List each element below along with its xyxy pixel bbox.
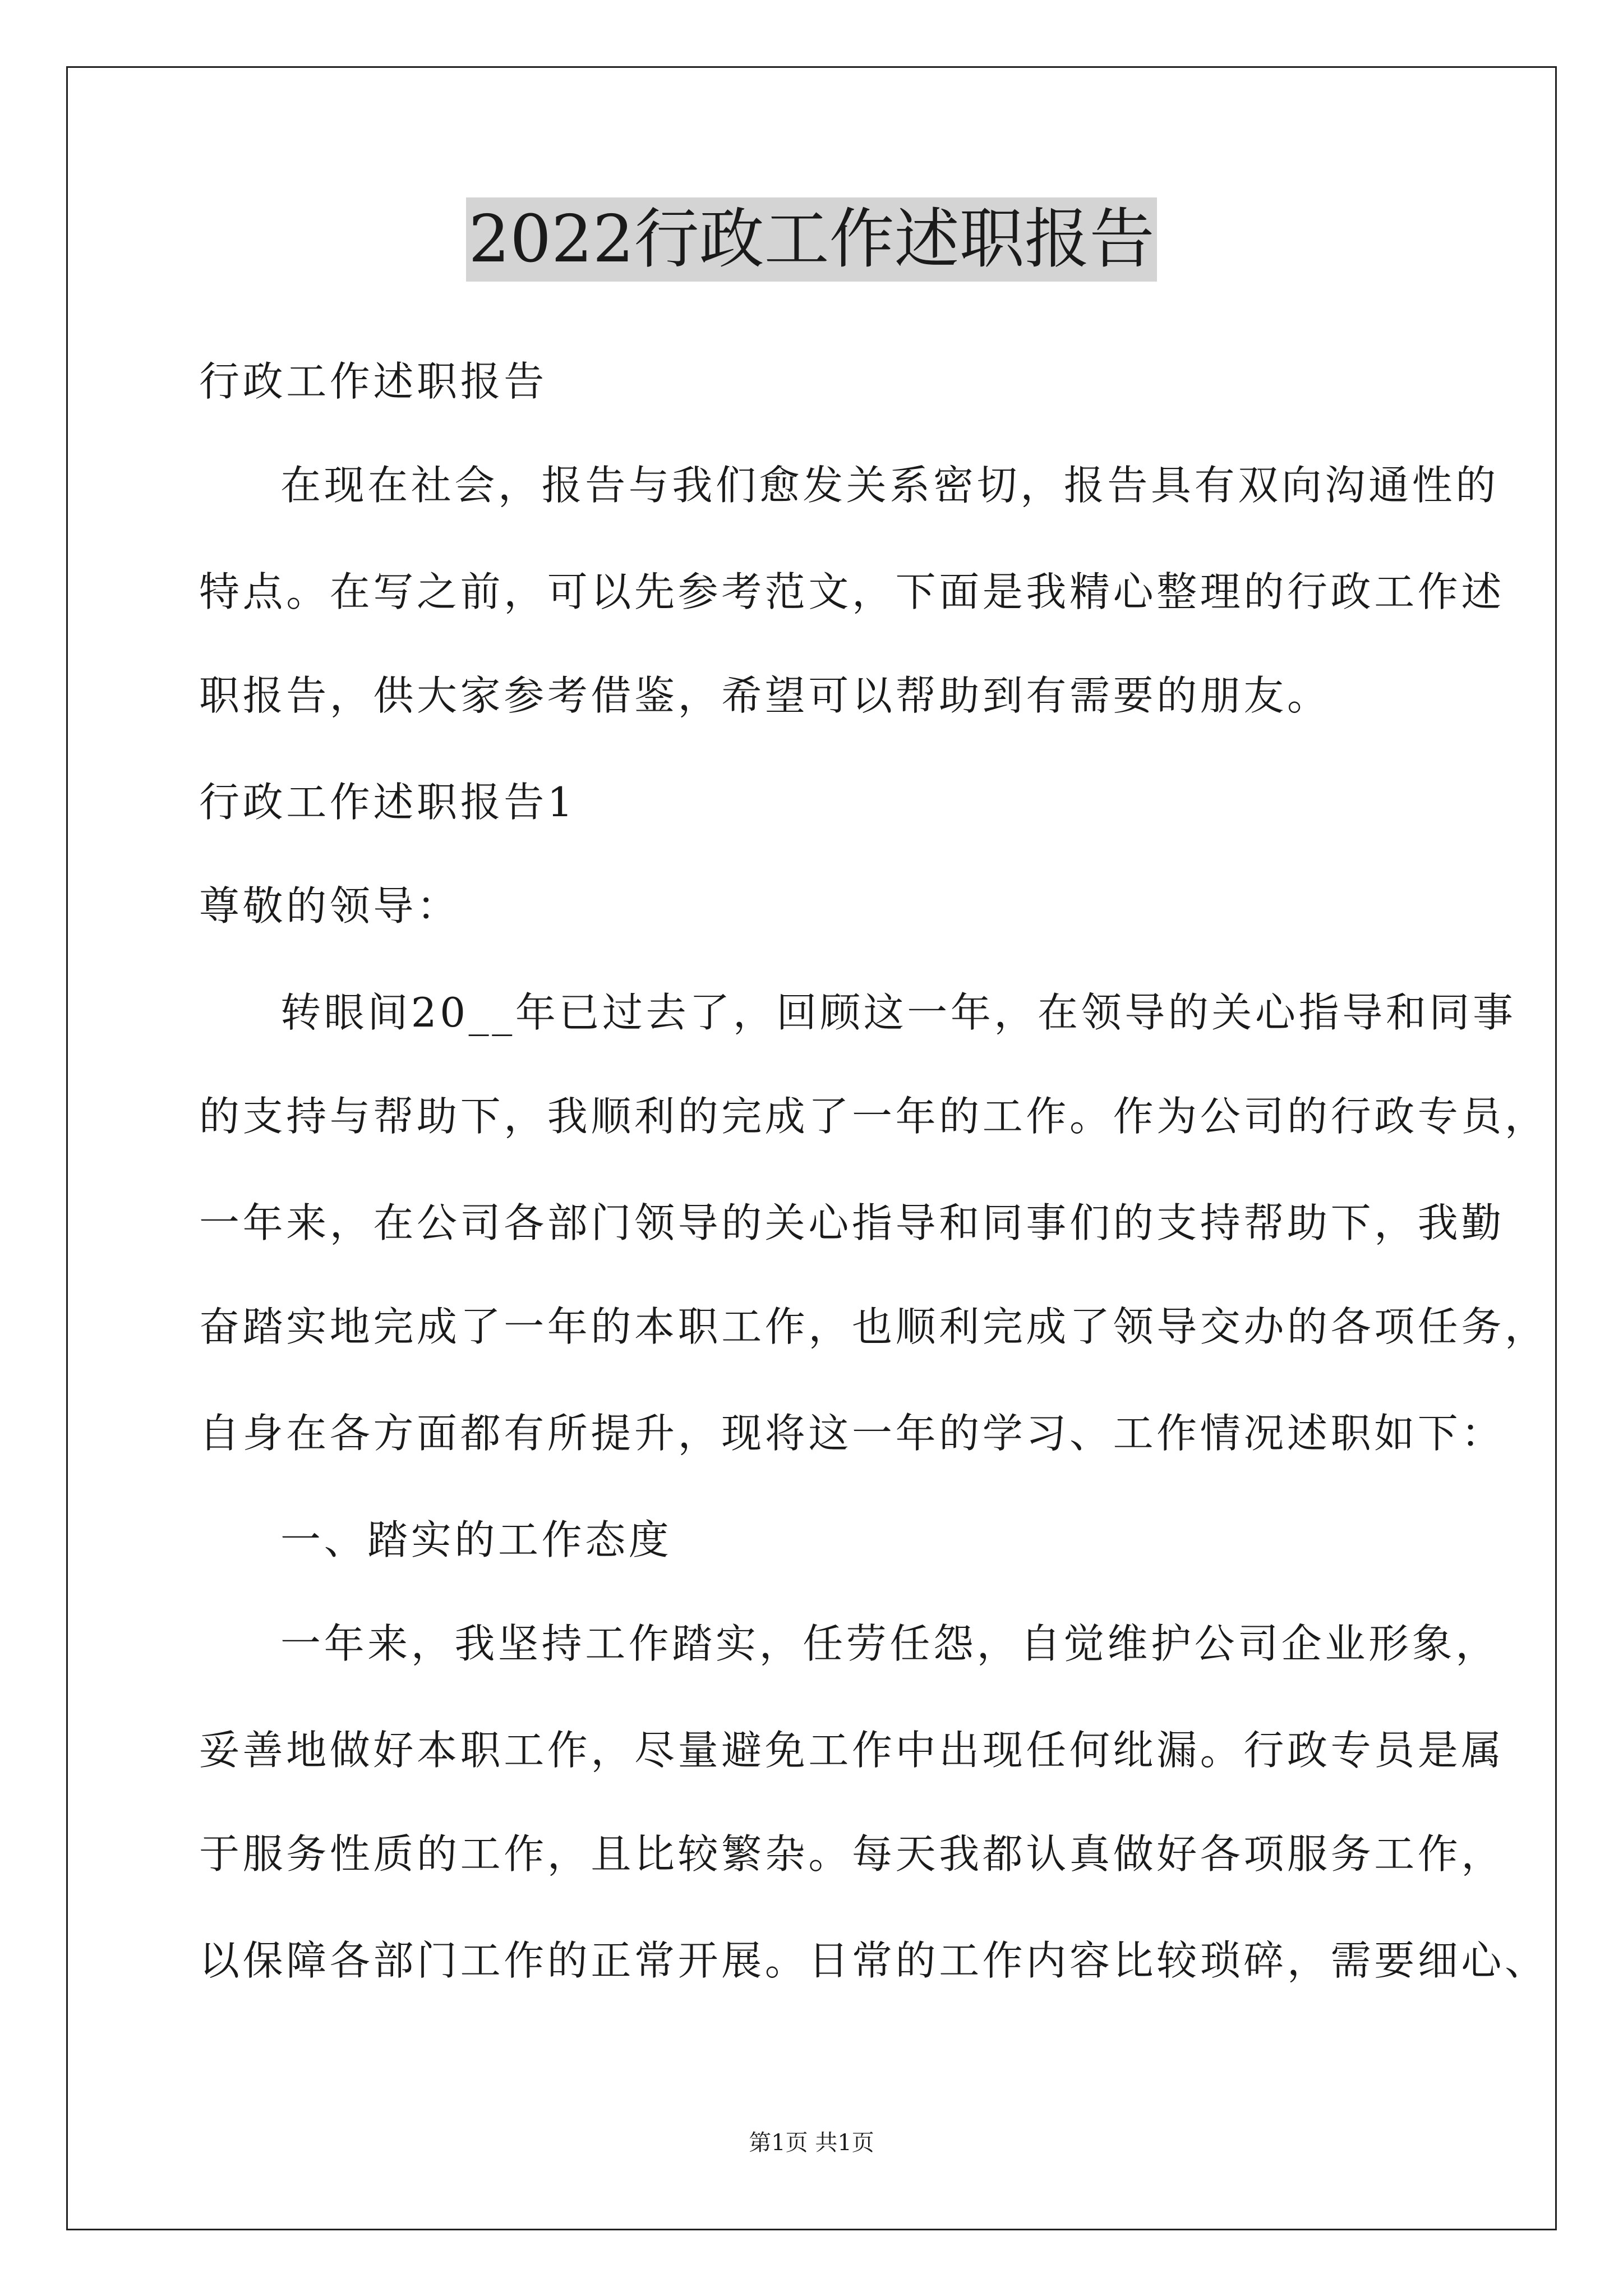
intro-paragraph-line-1: 在现在社会，报告与我们愈发关系密切，报告具有双向沟通性的 [280,462,1499,509]
intro-paragraph-line-2: 特点。在写之前，可以先参考范文，下面是我精心整理的行政工作述 [199,568,1505,615]
document-title [0,197,1623,282]
page-number-footer: 第1页 共1页 [749,2130,874,2156]
subtitle-line: 行政工作述职报告 [199,358,547,405]
intro-paragraph-line-3: 职报告，供大家参考借鉴，希望可以帮助到有需要的朋友。 [199,672,1331,719]
section-heading: 行政工作述职报告1 [199,779,577,826]
body-paragraph-1-line-1: 转眼间20__年已过去了，回顾这一年，在领导的关心指导和同事 [280,989,1516,1036]
subsection-heading: 一、踏实的工作态度 [280,1516,672,1563]
document-title-text: 2022行政工作述职报告 [466,197,1156,282]
body-paragraph-1-line-5: 自身在各方面都有所提升，现将这一年的学习、工作情况述职如下： [199,1410,1505,1457]
body-paragraph-1-line-3: 一年来，在公司各部门领导的关心指导和同事们的支持帮助下，我勤 [199,1199,1505,1246]
body-paragraph-1-line-2: 的支持与帮助下，我顺利的完成了一年的工作。作为公司的行政专员， [199,1093,1548,1140]
body-paragraph-1-line-4: 奋踏实地完成了一年的本职工作，也顺利完成了领导交办的各项任务， [199,1303,1548,1350]
salutation: 尊敬的领导： [199,882,460,930]
body-paragraph-2-line-2: 妥善地做好本职工作，尽量避免工作中出现任何纰漏。行政专员是属 [199,1727,1505,1774]
body-paragraph-2-line-3: 于服务性质的工作，且比较繁杂。每天我都认真做好各项服务工作， [199,1830,1505,1878]
body-paragraph-2-line-1: 一年来，我坚持工作踏实，任劳任怨，自觉维护公司企业形象， [280,1620,1499,1667]
body-paragraph-2-line-4: 以保障各部门工作的正常开展。日常的工作内容比较琐碎，需要细心、 [199,1937,1548,1984]
